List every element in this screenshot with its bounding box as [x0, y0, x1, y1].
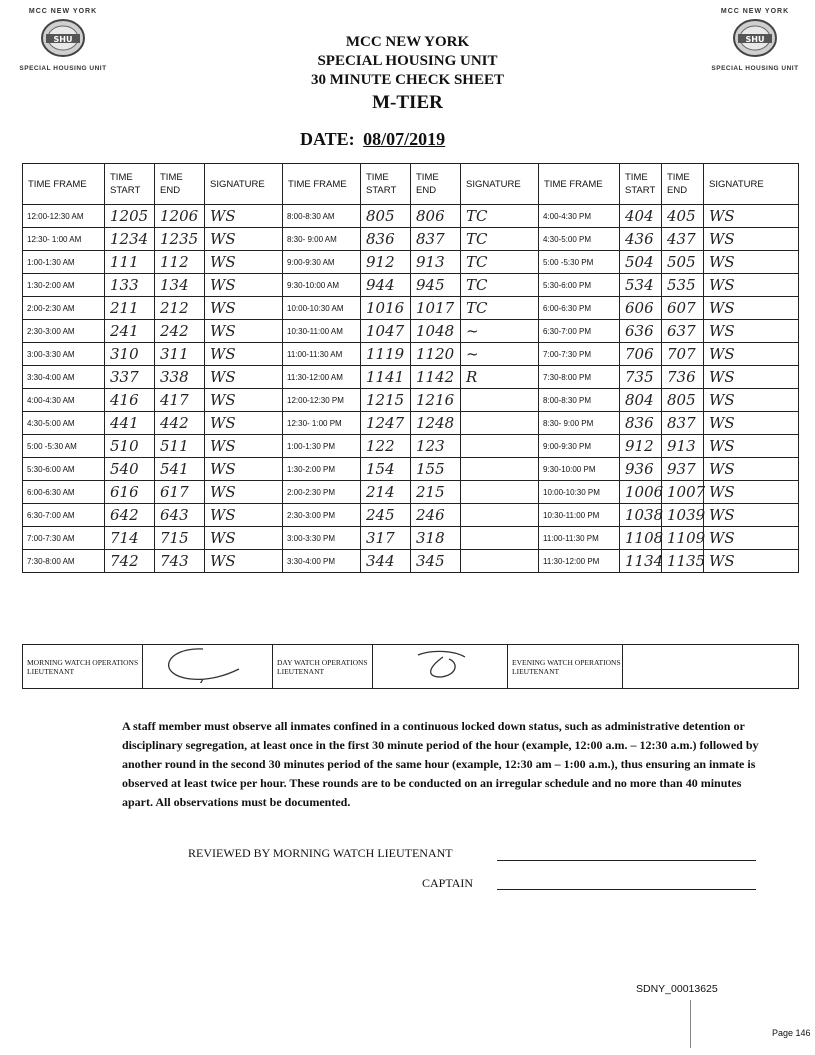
time-end-cell[interactable]: 134 — [155, 274, 205, 297]
day-signature-cell[interactable]: TC — [461, 297, 539, 320]
column-header: SIGNATURE — [461, 164, 539, 205]
time-start-cell[interactable]: 1047 — [361, 320, 411, 343]
day-signature-cell[interactable]: R — [461, 366, 539, 389]
table-row — [23, 481, 799, 504]
time-frame-cell: 4:30-5:00 PM — [539, 228, 620, 251]
time-end-cell[interactable]: 318 — [411, 527, 461, 550]
left-facility-logo — [8, 8, 118, 72]
morning-signature-cell[interactable]: WS — [205, 527, 283, 550]
time-end-cell[interactable]: 607 — [662, 297, 704, 320]
time-frame-cell: 12:00-12:30 PM — [283, 389, 361, 412]
morning-signature-cell[interactable]: WS — [205, 366, 283, 389]
column-header: TIME END — [662, 164, 704, 205]
time-end-cell[interactable]: 541 — [155, 458, 205, 481]
time-end-cell[interactable]: 1235 — [155, 228, 205, 251]
time-frame-cell: 6:30-7:00 PM — [539, 320, 620, 343]
evening-signature-cell[interactable]: WS — [704, 481, 799, 504]
day-signature-mark — [373, 645, 506, 683]
time-start-cell[interactable]: 836 — [620, 412, 662, 435]
time-start-cell[interactable]: 1108 — [620, 527, 662, 550]
time-end-cell[interactable]: 806 — [411, 205, 461, 228]
time-end-cell[interactable]: 837 — [662, 412, 704, 435]
time-start-cell[interactable]: 912 — [361, 251, 411, 274]
time-frame-cell: 2:30-3:00 AM — [23, 320, 105, 343]
table-row — [23, 320, 799, 343]
time-start-cell[interactable]: 805 — [361, 205, 411, 228]
column-header: SIGNATURE — [205, 164, 283, 205]
morning-signature-cell[interactable]: WS — [205, 205, 283, 228]
table-row — [23, 205, 799, 228]
time-end-cell[interactable]: 1206 — [155, 205, 205, 228]
time-frame-cell: 6:00-6:30 AM — [23, 481, 105, 504]
time-end-cell[interactable]: 617 — [155, 481, 205, 504]
logo-top-text: MCC NEW YORK — [720, 8, 790, 15]
time-start-cell[interactable]: 636 — [620, 320, 662, 343]
time-end-cell[interactable]: 707 — [662, 343, 704, 366]
time-start-cell[interactable]: 804 — [620, 389, 662, 412]
column-header: TIME START — [361, 164, 411, 205]
time-frame-cell: 6:00-6:30 PM — [539, 297, 620, 320]
time-end-cell[interactable]: 215 — [411, 481, 461, 504]
time-end-cell[interactable]: 155 — [411, 458, 461, 481]
time-end-cell[interactable]: 1017 — [411, 297, 461, 320]
time-end-cell[interactable]: 437 — [662, 228, 704, 251]
time-end-cell[interactable]: 535 — [662, 274, 704, 297]
time-frame-cell: 1:30-2:00 PM — [283, 458, 361, 481]
morning-signature-cell[interactable]: WS — [205, 435, 283, 458]
time-end-cell[interactable]: 736 — [662, 366, 704, 389]
time-start-cell[interactable]: 441 — [105, 412, 155, 435]
logo-top-text: MCC NEW YORK — [28, 8, 98, 15]
time-start-cell[interactable]: 642 — [105, 504, 155, 527]
time-end-cell[interactable]: 442 — [155, 412, 205, 435]
time-start-cell[interactable]: 534 — [620, 274, 662, 297]
day-signature-cell[interactable] — [461, 458, 539, 481]
time-frame-cell: 4:00-4:30 AM — [23, 389, 105, 412]
evening-signature-cell[interactable]: WS — [704, 274, 799, 297]
observation-policy-notice: A staff member must observe all inmates confined in a continuous locked down status, such as administrative detention or disciplinary segregation, at least once in the first 30 minute period of the hour (example, 12:00 a.m. – 12:30 a.m.) followed by another round in the second 30 minutes period of the same hour (example, 12:30 am – 1:00 a.m.), thus ensuring an inmate is observed at least twice per hour. These rounds are to be conducted on an irregular schedule and no more than 40 minutes apart. All observations must be documented. — [122, 719, 759, 809]
time-end-cell[interactable]: 837 — [411, 228, 461, 251]
time-start-cell[interactable]: 416 — [105, 389, 155, 412]
time-end-cell[interactable]: 1248 — [411, 412, 461, 435]
header-tier: M-TIER — [372, 92, 443, 113]
time-start-cell[interactable]: 133 — [105, 274, 155, 297]
table-row — [23, 274, 799, 297]
table-row — [23, 527, 799, 550]
time-start-cell[interactable]: 1038 — [620, 504, 662, 527]
morning-signature-cell[interactable]: WS — [205, 550, 283, 573]
time-start-cell[interactable]: 436 — [620, 228, 662, 251]
table-row — [23, 297, 799, 320]
time-frame-cell: 10:30-11:00 PM — [539, 504, 620, 527]
time-frame-cell: 1:30-2:00 AM — [23, 274, 105, 297]
reviewed-by-signature-line[interactable] — [497, 860, 756, 861]
time-end-cell[interactable]: 1120 — [411, 343, 461, 366]
column-header: TIME FRAME — [539, 164, 620, 205]
morning-signature-cell[interactable]: WS — [205, 251, 283, 274]
evening-signature-cell[interactable]: WS — [704, 435, 799, 458]
time-end-cell[interactable]: 511 — [155, 435, 205, 458]
bates-number: SDNY_00013625 — [636, 983, 718, 995]
page-number: Page 146 — [772, 1028, 811, 1038]
morning-signature-cell[interactable]: WS — [205, 481, 283, 504]
time-start-cell[interactable]: 735 — [620, 366, 662, 389]
time-start-cell[interactable]: 912 — [620, 435, 662, 458]
table-row — [23, 412, 799, 435]
time-start-cell[interactable]: 1119 — [361, 343, 411, 366]
time-frame-cell: 4:30-5:00 AM — [23, 412, 105, 435]
time-end-cell[interactable]: 338 — [155, 366, 205, 389]
time-frame-cell: 11:30-12:00 PM — [539, 550, 620, 573]
column-header: TIME START — [620, 164, 662, 205]
morning-signature-cell[interactable]: WS — [205, 320, 283, 343]
table-body — [23, 205, 799, 573]
time-end-cell[interactable]: 112 — [155, 251, 205, 274]
day-watch-label: DAY WATCH OPERATIONS LIEUTENANT — [273, 645, 373, 689]
time-frame-cell: 7:30-8:00 PM — [539, 366, 620, 389]
header-sheet-title: 30 MINUTE CHECK SHEET — [311, 72, 504, 88]
morning-watch-label: MORNING WATCH OPERATIONS LIEUTENANT — [23, 645, 143, 689]
time-start-cell[interactable]: 616 — [105, 481, 155, 504]
evening-signature-cell[interactable]: WS — [704, 343, 799, 366]
time-end-cell[interactable]: 1048 — [411, 320, 461, 343]
logo-bottom-text: SPECIAL HOUSING UNIT — [711, 65, 799, 72]
day-signature-cell[interactable] — [461, 504, 539, 527]
time-end-cell[interactable]: 405 — [662, 205, 704, 228]
date-value: 08/07/2019 — [363, 129, 446, 149]
reviewed-by-label: REVIEWED BY MORNING WATCH LIEUTENANT — [188, 846, 453, 860]
time-frame-cell: 2:30-3:00 PM — [283, 504, 361, 527]
time-end-cell[interactable]: 1039 — [662, 504, 704, 527]
time-start-cell[interactable]: 1215 — [361, 389, 411, 412]
time-frame-cell: 5:00 -5:30 PM — [539, 251, 620, 274]
day-signature-cell[interactable]: TC — [461, 251, 539, 274]
evening-signature-cell[interactable]: WS — [704, 527, 799, 550]
morning-signature-cell[interactable]: WS — [205, 389, 283, 412]
time-frame-cell: 9:00-9:30 AM — [283, 251, 361, 274]
time-frame-cell: 10:00-10:30 PM — [539, 481, 620, 504]
evening-signature-cell[interactable]: WS — [704, 550, 799, 573]
time-start-cell[interactable]: 606 — [620, 297, 662, 320]
time-start-cell[interactable]: 1234 — [105, 228, 155, 251]
day-signature-cell[interactable] — [461, 412, 539, 435]
captain-signature-line[interactable] — [497, 889, 756, 890]
time-end-cell[interactable]: 242 — [155, 320, 205, 343]
time-end-cell[interactable]: 945 — [411, 274, 461, 297]
time-end-cell[interactable]: 345 — [411, 550, 461, 573]
morning-signature-cell[interactable]: WS — [205, 228, 283, 251]
time-frame-cell: 7:00-7:30 AM — [23, 527, 105, 550]
time-frame-cell: 3:00-3:30 PM — [283, 527, 361, 550]
seal-text: SHU — [745, 35, 765, 44]
time-start-cell[interactable]: 1205 — [105, 205, 155, 228]
time-frame-cell: 5:30-6:00 AM — [23, 458, 105, 481]
column-header: TIME END — [155, 164, 205, 205]
time-start-cell[interactable]: 241 — [105, 320, 155, 343]
header-facility: MCC NEW YORK — [345, 34, 470, 50]
time-start-cell[interactable]: 706 — [620, 343, 662, 366]
time-start-cell[interactable]: 1247 — [361, 412, 411, 435]
time-end-cell[interactable]: 637 — [662, 320, 704, 343]
time-frame-cell: 5:30-6:00 PM — [539, 274, 620, 297]
time-end-cell[interactable]: 1142 — [411, 366, 461, 389]
check-sheet-table — [22, 163, 799, 573]
evening-signature-cell[interactable]: WS — [704, 297, 799, 320]
table-row — [23, 435, 799, 458]
time-frame-cell: 11:30-12:00 AM — [283, 366, 361, 389]
time-frame-cell: 9:00-9:30 PM — [539, 435, 620, 458]
table-row — [23, 366, 799, 389]
table-row — [23, 550, 799, 573]
time-end-cell[interactable]: 505 — [662, 251, 704, 274]
day-watch-signature[interactable] — [373, 645, 508, 689]
date-line — [300, 129, 445, 150]
time-frame-cell: 1:00-1:30 AM — [23, 251, 105, 274]
time-frame-cell: 4:00-4:30 PM — [539, 205, 620, 228]
time-start-cell[interactable]: 504 — [620, 251, 662, 274]
morning-signature-cell[interactable]: WS — [205, 343, 283, 366]
morning-signature-mark — [143, 645, 271, 683]
time-frame-cell: 10:00-10:30 AM — [283, 297, 361, 320]
day-signature-cell[interactable] — [461, 435, 539, 458]
day-signature-cell[interactable] — [461, 389, 539, 412]
time-frame-cell: 7:30-8:00 AM — [23, 550, 105, 573]
time-frame-cell: 9:30-10:00 PM — [539, 458, 620, 481]
time-start-cell[interactable]: 1006 — [620, 481, 662, 504]
time-frame-cell: 9:30-10:00 AM — [283, 274, 361, 297]
day-signature-cell[interactable] — [461, 527, 539, 550]
time-frame-cell: 8:30- 9:00 PM — [539, 412, 620, 435]
captain-label: CAPTAIN — [422, 876, 474, 890]
column-header: TIME START — [105, 164, 155, 205]
table-row — [23, 389, 799, 412]
time-end-cell[interactable]: 805 — [662, 389, 704, 412]
time-frame-cell: 11:00-11:30 PM — [539, 527, 620, 550]
time-start-cell[interactable]: 337 — [105, 366, 155, 389]
evening-signature-cell[interactable]: WS — [704, 320, 799, 343]
table-row — [23, 343, 799, 366]
time-start-cell[interactable]: 742 — [105, 550, 155, 573]
time-frame-cell: 2:00-2:30 PM — [283, 481, 361, 504]
time-end-cell[interactable]: 715 — [155, 527, 205, 550]
evening-watch-signature[interactable] — [623, 645, 799, 689]
time-end-cell[interactable]: 1007 — [662, 481, 704, 504]
time-frame-cell: 3:30-4:00 AM — [23, 366, 105, 389]
time-frame-cell: 12:30- 1:00 AM — [23, 228, 105, 251]
document-header — [250, 33, 565, 115]
time-end-cell[interactable]: 212 — [155, 297, 205, 320]
column-header: TIME END — [411, 164, 461, 205]
day-signature-cell[interactable]: ~ — [461, 343, 539, 366]
time-frame-cell: 12:30- 1:00 PM — [283, 412, 361, 435]
time-end-cell[interactable]: 123 — [411, 435, 461, 458]
morning-signature-cell[interactable]: WS — [205, 458, 283, 481]
lieutenant-signature-strip — [22, 644, 799, 689]
time-start-cell[interactable]: 1016 — [361, 297, 411, 320]
day-signature-cell[interactable] — [461, 550, 539, 573]
time-end-cell[interactable]: 417 — [155, 389, 205, 412]
time-frame-cell: 2:00-2:30 AM — [23, 297, 105, 320]
time-start-cell[interactable]: 122 — [361, 435, 411, 458]
time-start-cell[interactable]: 344 — [361, 550, 411, 573]
evening-signature-cell[interactable]: WS — [704, 228, 799, 251]
time-frame-cell: 1:00-1:30 PM — [283, 435, 361, 458]
time-start-cell[interactable]: 214 — [361, 481, 411, 504]
day-signature-cell[interactable]: ~ — [461, 320, 539, 343]
time-start-cell[interactable]: 310 — [105, 343, 155, 366]
column-header: TIME FRAME — [283, 164, 361, 205]
time-frame-cell: 7:00-7:30 PM — [539, 343, 620, 366]
time-end-cell[interactable]: 1109 — [662, 527, 704, 550]
morning-signature-cell[interactable]: WS — [205, 297, 283, 320]
time-start-cell[interactable]: 317 — [361, 527, 411, 550]
time-start-cell[interactable]: 1134 — [620, 550, 662, 573]
shu-seal-icon — [40, 18, 86, 58]
morning-signature-cell[interactable]: WS — [205, 274, 283, 297]
time-start-cell[interactable]: 404 — [620, 205, 662, 228]
table-row — [23, 458, 799, 481]
time-end-cell[interactable]: 913 — [662, 435, 704, 458]
table-header-row — [23, 164, 799, 205]
time-frame-cell: 8:30- 9:00 AM — [283, 228, 361, 251]
time-end-cell[interactable]: 743 — [155, 550, 205, 573]
evening-signature-cell[interactable]: WS — [704, 389, 799, 412]
time-end-cell[interactable]: 937 — [662, 458, 704, 481]
morning-signature-cell[interactable]: WS — [205, 504, 283, 527]
time-frame-cell: 5:00 -5:30 AM — [23, 435, 105, 458]
table-row — [23, 504, 799, 527]
table-row — [23, 251, 799, 274]
right-facility-logo — [700, 8, 810, 72]
evening-signature-cell[interactable]: WS — [704, 504, 799, 527]
time-frame-cell: 3:00-3:30 AM — [23, 343, 105, 366]
shu-seal-icon — [732, 18, 778, 58]
evening-signature-cell[interactable]: WS — [704, 366, 799, 389]
morning-watch-signature[interactable] — [143, 645, 273, 689]
date-label: DATE: — [300, 129, 355, 149]
time-end-cell[interactable]: 643 — [155, 504, 205, 527]
time-frame-cell: 12:00-12:30 AM — [23, 205, 105, 228]
day-signature-cell[interactable]: TC — [461, 274, 539, 297]
logo-bottom-text: SPECIAL HOUSING UNIT — [19, 65, 107, 72]
time-frame-cell: 8:00-8:30 AM — [283, 205, 361, 228]
time-start-cell[interactable]: 836 — [361, 228, 411, 251]
time-end-cell[interactable]: 311 — [155, 343, 205, 366]
time-start-cell[interactable]: 540 — [105, 458, 155, 481]
time-start-cell[interactable]: 944 — [361, 274, 411, 297]
time-start-cell[interactable]: 111 — [105, 251, 155, 274]
column-header: SIGNATURE — [704, 164, 799, 205]
day-signature-cell[interactable] — [461, 481, 539, 504]
time-start-cell[interactable]: 1141 — [361, 366, 411, 389]
time-frame-cell: 3:30-4:00 PM — [283, 550, 361, 573]
seal-text: SHU — [53, 35, 73, 44]
column-header: TIME FRAME — [23, 164, 105, 205]
time-start-cell[interactable]: 154 — [361, 458, 411, 481]
day-signature-cell[interactable]: TC — [461, 205, 539, 228]
time-start-cell[interactable]: 245 — [361, 504, 411, 527]
time-frame-cell: 6:30-7:00 AM — [23, 504, 105, 527]
page-corner-divider — [690, 1000, 691, 1048]
table-row — [23, 228, 799, 251]
time-frame-cell: 8:00-8:30 PM — [539, 389, 620, 412]
time-start-cell[interactable]: 211 — [105, 297, 155, 320]
time-start-cell[interactable]: 714 — [105, 527, 155, 550]
time-frame-cell: 11:00-11:30 AM — [283, 343, 361, 366]
time-end-cell[interactable]: 1216 — [411, 389, 461, 412]
day-signature-cell[interactable]: TC — [461, 228, 539, 251]
time-start-cell[interactable]: 510 — [105, 435, 155, 458]
evening-watch-label: EVENING WATCH OPERATIONS LIEUTENANT — [508, 645, 623, 689]
evening-signature-cell[interactable]: WS — [704, 458, 799, 481]
header-unit: SPECIAL HOUSING UNIT — [317, 53, 498, 69]
time-end-cell[interactable]: 1135 — [662, 550, 704, 573]
evening-signature-cell[interactable]: WS — [704, 251, 799, 274]
time-frame-cell: 10:30-11:00 AM — [283, 320, 361, 343]
evening-signature-cell[interactable]: WS — [704, 412, 799, 435]
time-start-cell[interactable]: 936 — [620, 458, 662, 481]
morning-signature-cell[interactable]: WS — [205, 412, 283, 435]
evening-signature-cell[interactable]: WS — [704, 205, 799, 228]
time-end-cell[interactable]: 246 — [411, 504, 461, 527]
time-end-cell[interactable]: 913 — [411, 251, 461, 274]
